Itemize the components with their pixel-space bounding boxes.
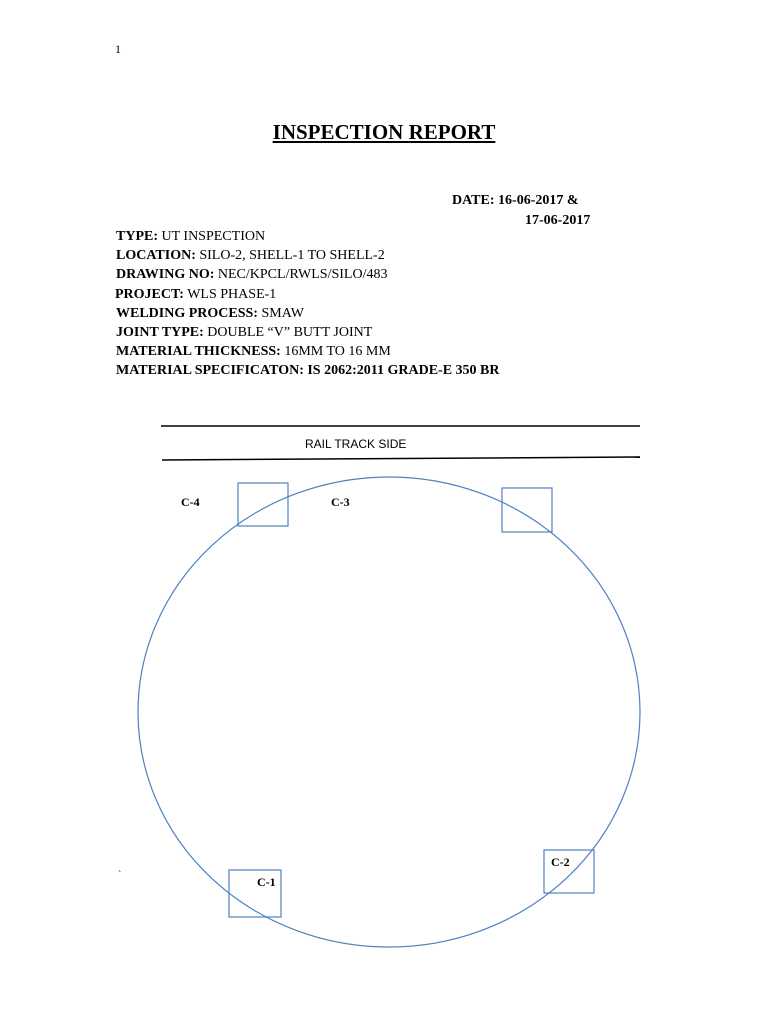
date-value-line2: 17-06-2017 [525,213,591,228]
field-value: WLS PHASE-1 [187,286,277,302]
field-value: IS 2062:2011 GRADE-E 350 BR [307,363,500,379]
date-value-line1: 16-06-2017 & [498,193,579,208]
silo-circle [138,477,640,947]
field-label: MATERIAL SPECIFICATON: [116,363,304,379]
field-value: NEC/KPCL/RWLS/SILO/483 [217,267,388,283]
field-label: MATERIAL THICKNESS: [116,344,281,360]
location-label-c3: C-3 [331,495,350,509]
location-label-c1: C-1 [257,875,276,889]
field-value: SILO-2, SHELL-1 TO SHELL-2 [199,248,385,264]
report-title: INSPECTION REPORT [272,120,496,144]
location-label-c4: C-4 [181,495,200,509]
field-label: PROJECT: [115,286,184,302]
rail-track-label: RAIL TRACK SIDE [305,437,407,451]
field-value: 16MM TO 16 MM [284,344,391,360]
stray-mark: ` [118,870,122,881]
field-label: TYPE: [116,229,158,244]
field-value: SMAW [261,305,304,321]
field-value: DOUBLE “V” BUTT JOINT [207,325,373,341]
rail-line-bottom [162,457,640,460]
field-label: WELDING PROCESS: [116,305,258,321]
date-label: DATE: [452,193,495,208]
field-label: DRAWING NO: [116,267,215,283]
field-label: LOCATION: [116,248,196,264]
page-number: 1 [115,42,121,56]
location-box-c3 [502,488,552,532]
field-value: UT INSPECTION [161,229,266,244]
location-label-c2: C-2 [551,855,570,869]
field-label: JOINT TYPE: [116,325,204,341]
